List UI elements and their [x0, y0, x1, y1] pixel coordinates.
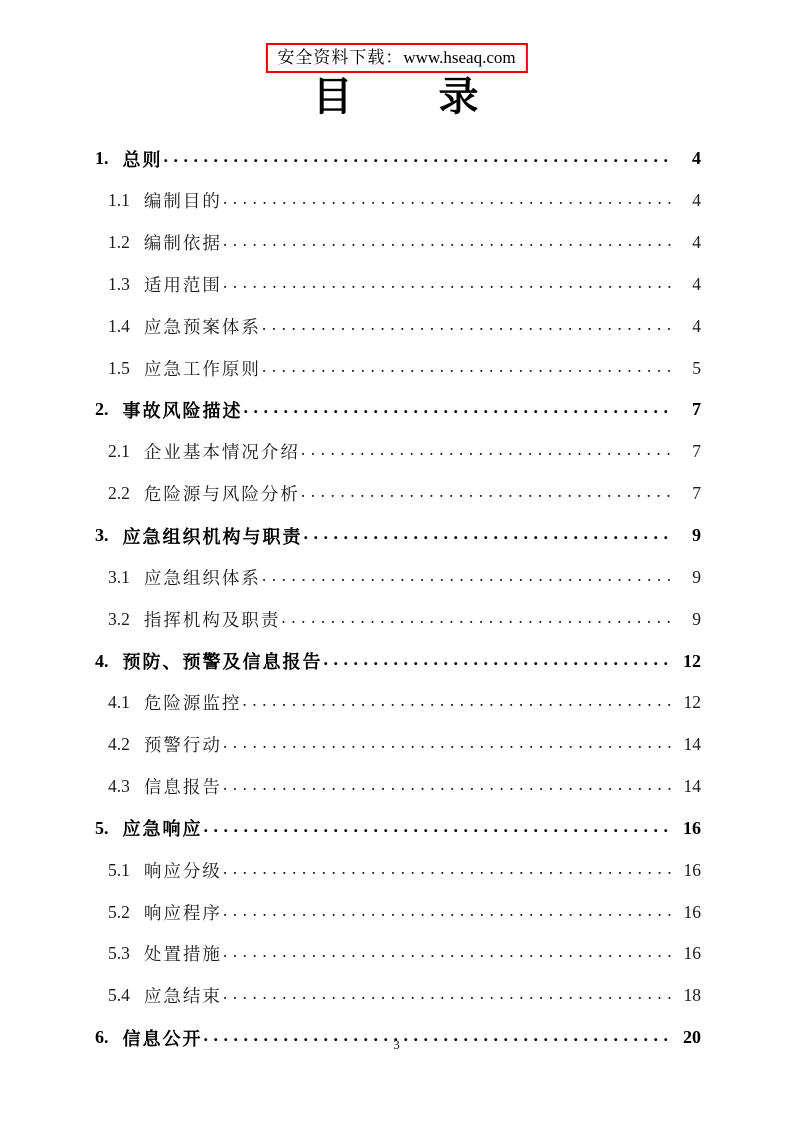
toc-entry-page-number: 4 [692, 315, 701, 336]
toc-entry-label: 指挥机构及职责 [143, 609, 281, 630]
toc-entry-label: 编制目的 [143, 191, 222, 212]
toc-dot-leader [301, 439, 673, 460]
toc-dot-leader [223, 732, 673, 753]
toc-entry-label: 处置措施 [143, 944, 222, 965]
toc-dot-leader [223, 272, 673, 293]
toc-entry-label: 信息报告 [143, 777, 222, 798]
toc-entry-number: 5.3 [108, 943, 130, 964]
toc-entry-1-1[interactable] [95, 180, 701, 222]
toc-entry-1-5[interactable] [95, 347, 701, 389]
toc-entry-number: 3.1 [108, 566, 130, 587]
toc-entry-1-4[interactable] [95, 305, 701, 347]
toc-dot-leader [281, 607, 673, 628]
toc-dot-leader [242, 690, 673, 711]
page-title: 目 录 [312, 74, 481, 119]
toc-entry-number: 4. [95, 650, 109, 671]
toc-entry-4-1[interactable] [95, 682, 701, 724]
toc-entry-page-number: 7 [692, 399, 701, 420]
toc-entry-number: 4.3 [108, 776, 130, 797]
toc-entry-label: 应急预案体系 [143, 316, 261, 337]
toc-entry-page-number: 9 [692, 608, 701, 629]
toc-entry-number: 1.1 [108, 190, 130, 211]
toc-entry-number: 5.1 [108, 859, 130, 880]
toc-entry-page-number: 16 [683, 817, 701, 838]
toc-dot-leader [324, 649, 674, 670]
toc-entry-number: 3.2 [108, 608, 130, 629]
toc-entry-page-number: 14 [683, 734, 701, 755]
toc-entry-page-number: 4 [692, 232, 701, 253]
toc-entry-page-number: 18 [683, 985, 701, 1006]
toc-entry-page-number: 7 [692, 441, 701, 462]
toc-dot-leader [223, 774, 673, 795]
toc-dot-leader [304, 523, 674, 544]
toc-entry-2-1[interactable] [95, 431, 701, 473]
toc-entry-1-2[interactable] [95, 222, 701, 264]
toc-entry-2[interactable] [95, 389, 701, 431]
toc-entry-number: 2.1 [108, 441, 130, 462]
toc-entry-page-number: 4 [692, 190, 701, 211]
toc-dot-leader [223, 230, 673, 251]
toc-entry-number: 1.2 [108, 232, 130, 253]
toc-entry-label: 企业基本情况介绍 [143, 442, 300, 463]
toc-entry-page-number: 12 [683, 692, 701, 713]
footer-page-number: 3 [393, 1037, 400, 1052]
toc-entry-label: 信息公开 [122, 1028, 203, 1049]
toc-entry-label: 适用范围 [143, 274, 222, 295]
toc-entry-5-1[interactable] [95, 849, 701, 891]
toc-dot-leader [164, 146, 674, 167]
toc-entry-3-2[interactable] [95, 598, 701, 640]
toc-dot-leader [262, 565, 673, 586]
toc-entry-number: 1.4 [108, 315, 130, 336]
toc-entry-number: 1.3 [108, 273, 130, 294]
toc-entry-5-4[interactable] [95, 975, 701, 1017]
toc-dot-leader [223, 983, 673, 1004]
table-of-contents [95, 138, 701, 1059]
toc-entry-number: 2. [95, 399, 109, 420]
toc-dot-leader [301, 481, 673, 502]
toc-entry-number: 5.4 [108, 985, 130, 1006]
toc-entry-page-number: 16 [683, 859, 701, 880]
toc-entry-label: 预警行动 [143, 735, 222, 756]
toc-entry-5-3[interactable] [95, 933, 701, 975]
toc-entry-page-number: 4 [692, 273, 701, 294]
header-note-text: 安全资料下载： [277, 48, 404, 67]
toc-entry-number: 5. [95, 817, 109, 838]
toc-entry-number: 4.1 [108, 692, 130, 713]
toc-dot-leader [223, 858, 673, 879]
toc-entry-1[interactable] [95, 138, 701, 180]
toc-entry-label: 危险源与风险分析 [143, 484, 300, 505]
toc-dot-leader [223, 188, 673, 209]
toc-entry-label: 危险源监控 [143, 693, 242, 714]
toc-entry-label: 预防、预警及信息报告 [122, 652, 323, 673]
header-note-url-link[interactable]: www.hseaq.com [403, 48, 516, 67]
toc-dot-leader [244, 397, 674, 418]
toc-dot-leader [204, 816, 674, 837]
toc-entry-page-number: 12 [683, 650, 701, 671]
toc-dot-leader [223, 900, 673, 921]
toc-entry-label: 响应程序 [143, 902, 222, 923]
toc-entry-number: 6. [95, 1027, 109, 1048]
toc-entry-page-number: 16 [683, 901, 701, 922]
toc-entry-label: 应急工作原则 [143, 358, 261, 379]
toc-entry-number: 4.2 [108, 734, 130, 755]
toc-dot-leader [223, 941, 673, 962]
toc-entry-number: 1. [95, 148, 109, 169]
toc-entry-2-2[interactable] [95, 473, 701, 515]
toc-entry-4-3[interactable] [95, 766, 701, 808]
toc-entry-1-3[interactable] [95, 264, 701, 306]
toc-entry-page-number: 9 [692, 525, 701, 546]
toc-entry-page-number: 9 [692, 566, 701, 587]
toc-entry-4-2[interactable] [95, 724, 701, 766]
toc-entry-label: 事故风险描述 [122, 400, 243, 421]
toc-entry-page-number: 14 [683, 776, 701, 797]
toc-entry-number: 5.2 [108, 901, 130, 922]
toc-entry-page-number: 7 [692, 483, 701, 504]
toc-entry-4[interactable] [95, 640, 701, 682]
header-note-box [265, 43, 527, 73]
toc-entry-label: 编制依据 [143, 233, 222, 254]
toc-entry-3-1[interactable] [95, 556, 701, 598]
toc-entry-label: 应急结束 [143, 986, 222, 1007]
toc-dot-leader [262, 314, 673, 335]
toc-entry-label: 应急组织机构与职责 [122, 526, 303, 547]
toc-entry-number: 2.2 [108, 483, 130, 504]
toc-entry-number: 1.5 [108, 357, 130, 378]
toc-entry-page-number: 16 [683, 943, 701, 964]
toc-entry-number: 3. [95, 525, 109, 546]
toc-entry-label: 应急组织体系 [143, 567, 261, 588]
toc-entry-5-2[interactable] [95, 891, 701, 933]
toc-entry-page-number: 20 [683, 1027, 701, 1048]
toc-entry-label: 应急响应 [122, 819, 203, 840]
toc-entry-3[interactable] [95, 515, 701, 557]
toc-entry-label: 总则 [122, 149, 163, 170]
toc-entry-page-number: 4 [692, 148, 701, 169]
toc-entry-page-number: 5 [692, 357, 701, 378]
toc-entry-5[interactable] [95, 808, 701, 850]
toc-entry-label: 响应分级 [143, 860, 222, 881]
toc-dot-leader [262, 356, 673, 377]
